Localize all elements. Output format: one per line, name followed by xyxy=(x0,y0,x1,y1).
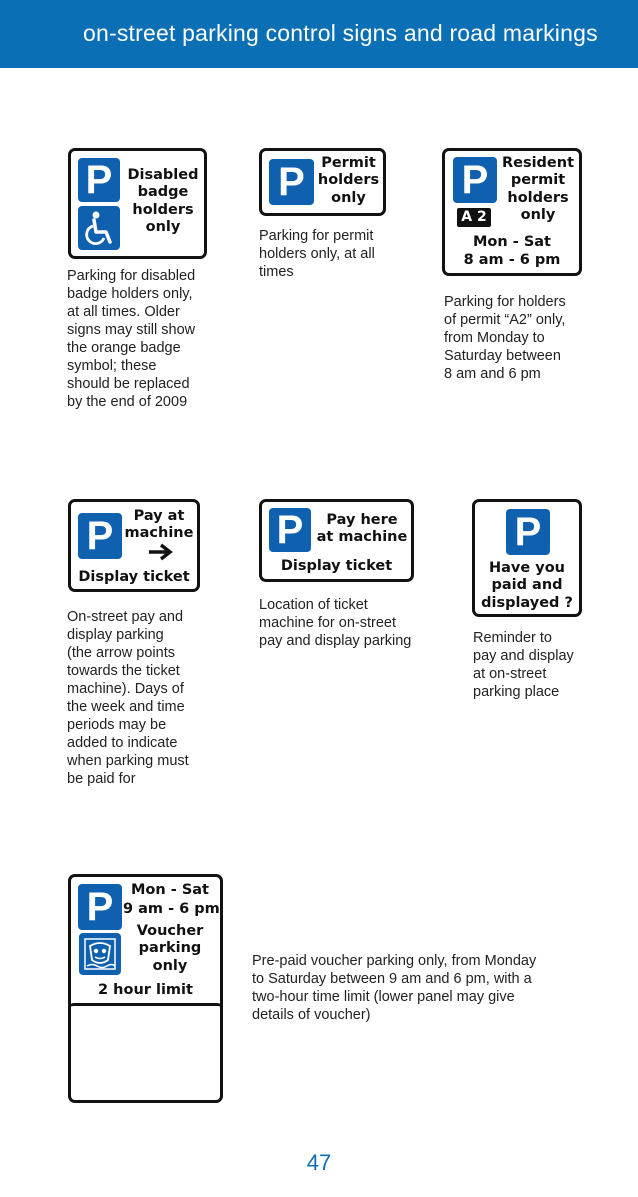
sign-bottom-text: Display ticket xyxy=(78,569,190,585)
caption-line: times xyxy=(259,264,294,280)
caption-pay-at-machine xyxy=(67,608,217,788)
parking-p-symbol: P xyxy=(78,884,122,930)
sign-text-line: permit xyxy=(510,172,566,189)
sign-text-line: machine xyxy=(124,525,194,542)
sign-text-line: parking xyxy=(138,940,202,957)
parking-p-symbol: P xyxy=(78,513,122,559)
sign-text-line: displayed ? xyxy=(481,594,573,611)
caption-resident xyxy=(444,293,594,383)
sign-text-line: holders xyxy=(507,189,569,206)
caption-line: Location of ticket xyxy=(259,597,368,613)
caption-line: (the arrow points xyxy=(67,645,175,661)
sign-text xyxy=(123,167,203,237)
permit-zone-badge: A 2 xyxy=(457,208,491,227)
sign-text-line: Voucher xyxy=(136,923,204,939)
sign-text-line: at machine xyxy=(316,529,408,546)
caption-line: should be replaced xyxy=(67,376,190,392)
sign-text xyxy=(499,155,577,225)
sign-text xyxy=(314,512,410,547)
caption-line: be paid for xyxy=(67,771,136,787)
sign-text-line: only xyxy=(152,957,188,974)
caption-line: added to indicate xyxy=(67,735,178,751)
caption-line: signs may still show xyxy=(67,322,196,338)
page-number: 47 xyxy=(306,1150,332,1175)
caption-line: two-hour time limit (lower panel may give xyxy=(252,989,515,1005)
arrow-right-icon xyxy=(148,543,174,561)
caption-line: from Monday to xyxy=(444,330,545,346)
caption-line: details of voucher) xyxy=(252,1007,371,1023)
caption-pay-here xyxy=(259,596,434,650)
parking-p-symbol: P xyxy=(269,508,311,552)
sign-text-line: only xyxy=(520,207,556,224)
sign-text-line: paid and xyxy=(491,577,563,594)
sign-bottom-text: Display ticket xyxy=(280,558,393,574)
caption-line: pay and display parking xyxy=(259,633,412,649)
sign-voucher-parking xyxy=(68,874,223,1103)
sign-text xyxy=(123,923,217,975)
caption-line: pay and display xyxy=(473,648,574,664)
caption-line: On-street pay and xyxy=(67,609,184,625)
header-bar xyxy=(0,0,638,68)
sign-permit-holders xyxy=(259,148,386,216)
caption-line: symbol; these xyxy=(67,358,157,374)
voucher-detail-panel xyxy=(68,1003,223,1103)
sign-times: 9 am - 6 pm xyxy=(123,901,220,917)
caption-line: of permit “A2” only, xyxy=(444,312,566,328)
caption-line: holders only, at all xyxy=(259,246,375,262)
caption-line: towards the ticket xyxy=(67,663,180,679)
page-title: on-street parking control signs and road markings xyxy=(83,20,598,46)
sign-text-line: Pay here xyxy=(326,512,398,528)
caption-voucher xyxy=(252,952,582,1024)
caption-have-you-paid xyxy=(473,629,613,701)
sign-pay-at-machine xyxy=(68,499,200,592)
caption-line: display parking xyxy=(67,627,164,643)
caption-disabled xyxy=(67,267,217,411)
caption-line: Pre-paid voucher parking only, from Monday xyxy=(252,953,537,969)
caption-line: to Saturday between 9 am and 6 pm, with a xyxy=(252,971,532,987)
wheelchair-icon xyxy=(78,206,120,250)
sign-time-limit: 2 hour limit xyxy=(98,982,193,998)
caption-line: Parking for holders xyxy=(444,294,566,310)
caption-line: when parking must xyxy=(67,753,189,769)
sign-text-line: only xyxy=(331,189,366,206)
caption-line: at on-street xyxy=(473,666,547,682)
caption-line: badge holders only, xyxy=(67,286,193,302)
sign-days: Mon - Sat xyxy=(131,882,209,898)
caption-line: the week and time xyxy=(67,699,185,715)
caption-line: Reminder to xyxy=(473,630,552,646)
caption-permit xyxy=(259,227,409,281)
sign-text-line: only xyxy=(145,219,181,236)
sign-text-line: holders xyxy=(317,172,380,189)
caption-line: periods may be xyxy=(67,717,167,733)
sign-text-line: Permit xyxy=(321,155,376,171)
sign-text xyxy=(123,508,195,543)
caption-line: Parking for permit xyxy=(259,228,374,244)
sign-text xyxy=(317,155,380,207)
caption-line: by the end of 2009 xyxy=(67,394,188,410)
sign-text-line: Disabled xyxy=(127,167,199,183)
sign-text-line: Resident xyxy=(501,155,575,171)
sign-pay-here xyxy=(259,499,414,582)
sign-text-line: Have you xyxy=(489,560,565,576)
parking-p-symbol: P xyxy=(269,159,314,205)
sign-text-line: badge xyxy=(137,184,189,201)
caption-line: machine). Days of xyxy=(67,681,184,697)
sign-text-line: Pay at xyxy=(133,508,185,524)
sign-disabled-badge-holders xyxy=(68,148,207,259)
voucher-symbol-icon xyxy=(79,933,121,975)
caption-line: the orange badge xyxy=(67,340,181,356)
sign-have-you-paid xyxy=(472,499,582,617)
caption-line: machine for on-street xyxy=(259,615,397,631)
sign-text xyxy=(475,560,579,612)
sign-days: Mon - Sat xyxy=(473,234,551,250)
caption-line: Parking for disabled xyxy=(67,268,196,284)
caption-line: Saturday between xyxy=(444,348,561,364)
parking-p-symbol: P xyxy=(506,509,550,555)
sign-resident-permit xyxy=(442,148,582,276)
parking-p-symbol: P xyxy=(453,157,497,203)
caption-line: parking place xyxy=(473,684,560,700)
caption-line: 8 am and 6 pm xyxy=(444,366,541,382)
sign-text-line: holders xyxy=(132,201,194,218)
caption-line: at all times. Older xyxy=(67,304,180,320)
parking-p-symbol: P xyxy=(78,158,120,202)
sign-times: 8 am - 6 pm xyxy=(463,252,561,268)
